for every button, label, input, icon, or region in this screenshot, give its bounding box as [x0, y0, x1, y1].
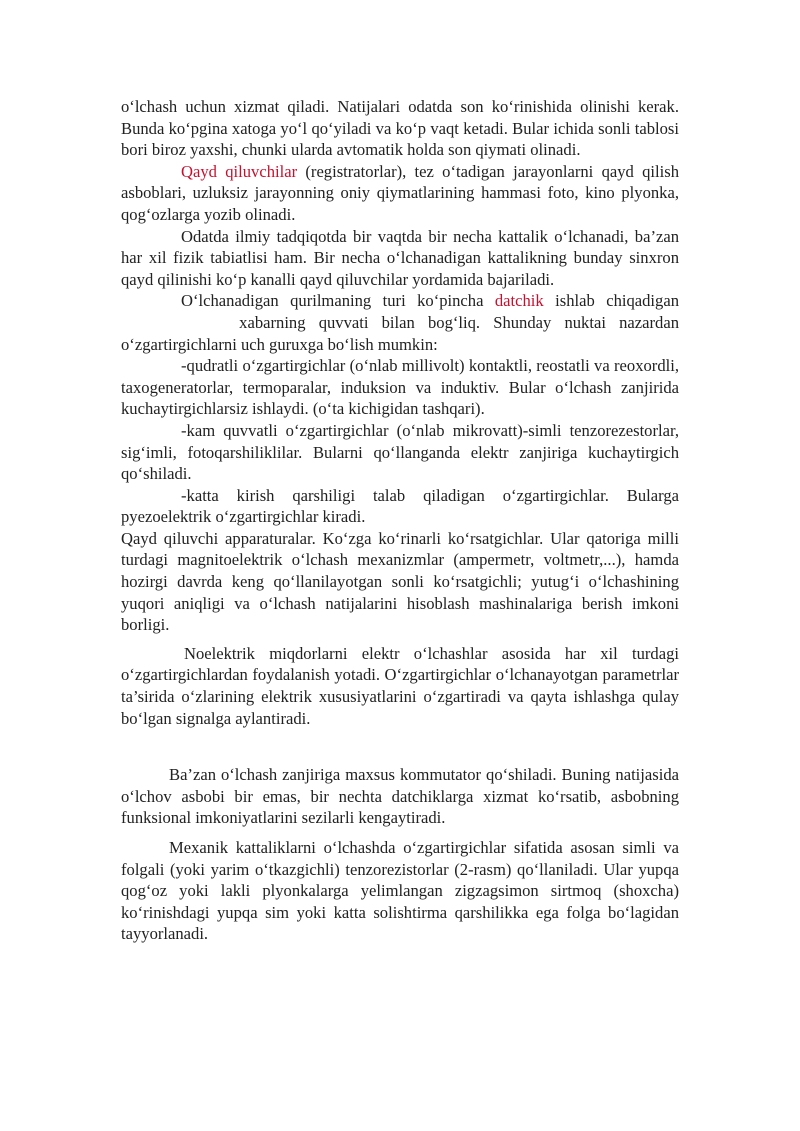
paragraph-4-text-c: xabarning quvvati bilan bog‘liq. Shunday nuktai nazardan o‘zgartirgichlarni uch guruxga bo‘lish mumkin: [121, 312, 679, 354]
paragraph-8: Qayd qiluvchi apparaturalar. Ko‘zga ko‘rinarli ko‘rsatgichlar. Ular qatoriga milli turdagi magnitoelektrik o‘lchash mexanizmlar (ampermetr, voltmetr,...), hamda hozirgi davrda keng qo‘llanilayotgan sonli ko‘rsatgichli; yutug‘i o‘lchashining yuqori aniqligi va o‘lchash natijalarini hisoblash mashinalariga berish imkoni borligi. [121, 528, 679, 635]
paragraph-2-text: (registratorlar), tez o‘tadigan jarayonlarni qayd qilish asboblari, uzluksiz jarayonning oniy qiymatlarining hammasi foto, kino plyonka, qog‘ozlarga yozib olinadi. [121, 161, 679, 224]
document-page [121, 96, 679, 945]
paragraph-6: -kam quvvatli o‘zgartirgichlar (o‘nlab mikrovatt)-simli tenzorezestorlar, sig‘imli, fotoqarshiliklilar. Bularni qo‘llanganda elektr zanjiriga kuchaytirgich qo‘shiladi. [121, 420, 679, 484]
term-qayd-qiluvchilar: Qayd qiluvchilar [181, 161, 298, 181]
paragraph-3: Odatda ilmiy tadqiqotda bir vaqtda bir necha kattalik o‘lchanadi, ba’zan har xil fizik tabiatlisi ham. Bir necha o‘lchanadigan kattalikning bunday sinxron qayd qilinishi ko‘p kanalli qayd qiluvchilar yordamida bajariladi. [121, 226, 679, 289]
paragraph-4-text-a: O‘lchanadigan qurilmaning turi ko‘pincha [181, 291, 495, 311]
paragraph-9: Noelektrik miqdorlarni elektr o‘lchashlar asosida har xil turdagi o‘zgartirgichlardan foydalanish yotadi. O‘zgartirgichlar o‘lchanayotgan parametrlar ta’sirida o‘zlarining elektrik xususiyatlarini o‘zgartiradi va qayta ishlashga qulay bo‘lgan signalga aylantiradi. [121, 643, 679, 728]
paragraph-4-text-b: ishlab chiqadigan [543, 291, 679, 311]
paragraph-2 [121, 161, 679, 226]
paragraph-10: Ba’zan o‘lchash zanjiriga maxsus kommutator qo‘shiladi. Buning natijasida o‘lchov asbobi bir emas, bir nechta datchiklarga xizmat ko‘rsatib, asbobning funksional imkoniyatlarini sezilarli kengaytiradi. [121, 765, 679, 828]
paragraph-5: -qudratli o‘zgartirgichlar (o‘nlab millivolt) kontaktli, reostatli va reoxordli, taxogeneratorlar, termoparalar, induksion va induktiv. Bular o‘lchash zanjirida kuchaytirgichlarsiz ishlaydi. (o‘ta kichigidan tashqari). [121, 356, 679, 419]
paragraph-11: Mexanik kattaliklarni o‘lchashda o‘zgartirgichlar sifatida asosan simli va folgali (yoki yarim o‘tkazgichli) tenzorezistorlar (2-rasm) qo‘llaniladi. Ular yupqa qog‘oz yoki lakli plyonkalarga yelimlangan zigzagsimon sirtmoq (shoxcha) ko‘rinishdagi yupqa sim yoki katta solishtirma qarshilikka ega folga bo‘lagidan tayyorlanadi. [121, 838, 679, 944]
paragraph-7: -katta kirish qarshiligi talab qiladigan o‘zgartirgichlar. Bularga pyezoelektrik o‘zgartirgichlar kiradi. [121, 485, 679, 527]
term-datchik: datchik [494, 291, 544, 311]
paragraph-1: o‘lchash uchun xizmat qiladi. Natijalari odatda son ko‘rinishida olinishi kerak. Bunda ko‘pgina xatoga yo‘l qo‘yiladi va ko‘p vaqt ketadi. Bular ichida sonli tablosi bori biroz yaxshi, chunki ularda avtomatik holda son qiymati olinadi. [121, 97, 679, 160]
paragraph-4 [121, 290, 679, 355]
